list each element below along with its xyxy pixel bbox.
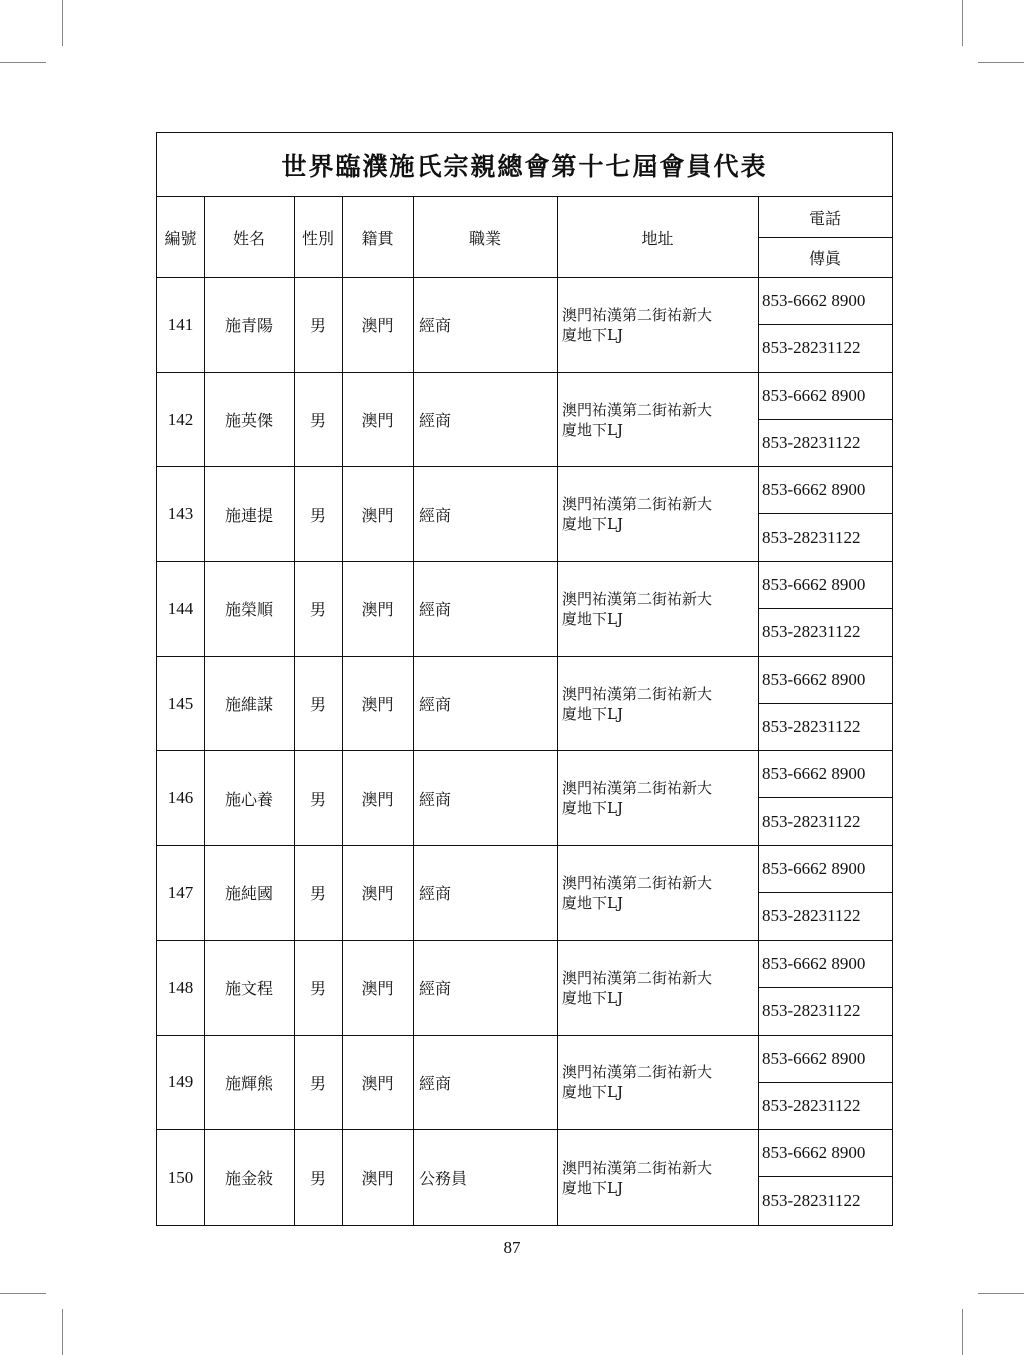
address-line-1: 澳門祐漢第二街祐新大 — [562, 589, 713, 608]
table-row — [157, 562, 892, 657]
cell-address — [558, 941, 758, 1035]
cell-number: 144 — [167, 598, 194, 618]
cell-address — [558, 1130, 758, 1225]
table-row — [157, 467, 892, 562]
cell-address — [558, 373, 758, 467]
cell-fax: 853-28231122 — [762, 717, 861, 737]
cell-occupation: 經商 — [419, 789, 452, 809]
cell-origin: 澳門 — [361, 316, 394, 336]
table-row — [157, 657, 892, 752]
table-row — [157, 751, 892, 846]
cell-address — [558, 751, 758, 845]
address-line-1: 澳門祐漢第二街祐新大 — [562, 1063, 713, 1082]
cell-phone: 853-6662 8900 — [762, 575, 866, 595]
table-title: 世界臨濮施氏宗親總會第十七屆會員代表 — [157, 133, 892, 197]
cell-name: 施連提 — [224, 505, 273, 525]
table-row — [157, 278, 892, 373]
crop-mark — [962, 1309, 963, 1355]
cell-fax: 853-28231122 — [762, 1191, 861, 1211]
table-row — [157, 373, 892, 468]
cell-address — [558, 657, 758, 751]
header-number: 編號 — [164, 228, 197, 248]
cell-occupation: 經商 — [419, 600, 452, 620]
address-line-2: 廈地下LJ — [562, 1178, 623, 1197]
cell-origin: 澳門 — [361, 789, 394, 809]
cell-name: 施金敍 — [224, 1169, 273, 1189]
cell-origin: 澳門 — [361, 979, 394, 999]
header-fax: 傳眞 — [808, 248, 841, 268]
cell-number: 149 — [167, 1072, 194, 1092]
table-row — [157, 941, 892, 1036]
cell-origin: 澳門 — [361, 884, 394, 904]
address-line-1: 澳門祐漢第二街祐新大 — [562, 968, 713, 987]
cell-address — [558, 562, 758, 656]
cell-name: 施輝熊 — [224, 1073, 273, 1093]
cell-gender: 男 — [309, 884, 326, 904]
cell-fax: 853-28231122 — [762, 1001, 861, 1021]
cell-address — [558, 1036, 758, 1130]
address-line-2: 廈地下LJ — [562, 893, 623, 912]
cell-number: 142 — [167, 409, 194, 429]
cell-origin: 澳門 — [361, 505, 394, 525]
cell-occupation: 經商 — [419, 884, 452, 904]
address-line-2: 廈地下LJ — [562, 799, 623, 818]
cell-phone: 853-6662 8900 — [762, 953, 866, 973]
cell-name: 施英傑 — [224, 411, 273, 431]
cell-name: 施心養 — [224, 789, 273, 809]
cell-fax: 853-28231122 — [762, 811, 861, 831]
cell-origin: 澳門 — [361, 695, 394, 715]
cell-address — [558, 846, 758, 940]
table-header — [157, 197, 892, 278]
cell-number: 150 — [167, 1167, 194, 1187]
table-row — [157, 1036, 892, 1131]
cell-origin: 澳門 — [361, 1169, 394, 1189]
cell-fax: 853-28231122 — [762, 433, 861, 453]
cell-occupation: 經商 — [419, 695, 452, 715]
header-origin: 籍貫 — [361, 228, 394, 248]
cell-fax: 853-28231122 — [762, 906, 861, 926]
address-line-1: 澳門祐漢第二街祐新大 — [562, 400, 713, 419]
address-line-2: 廈地下LJ — [562, 1083, 623, 1102]
crop-mark — [0, 62, 46, 63]
address-line-1: 澳門祐漢第二街祐新大 — [562, 495, 713, 514]
cell-fax: 853-28231122 — [762, 527, 861, 547]
cell-gender: 男 — [309, 1073, 326, 1093]
table-row — [157, 1130, 892, 1225]
address-line-1: 澳門祐漢第二街祐新大 — [562, 779, 713, 798]
cell-phone: 853-6662 8900 — [762, 764, 866, 784]
table-body — [157, 278, 892, 1225]
cell-occupation: 公務員 — [419, 1169, 468, 1189]
cell-address — [558, 467, 758, 561]
cell-origin: 澳門 — [361, 600, 394, 620]
crop-mark — [0, 1293, 46, 1294]
cell-occupation: 經商 — [419, 505, 452, 525]
header-gender: 性別 — [301, 228, 334, 248]
cell-phone: 853-6662 8900 — [762, 1048, 866, 1068]
address-line-2: 廈地下LJ — [562, 325, 623, 344]
cell-phone: 853-6662 8900 — [762, 669, 866, 689]
member-table — [156, 132, 893, 1226]
crop-mark — [978, 62, 1024, 63]
cell-occupation: 經商 — [419, 316, 452, 336]
address-line-2: 廈地下LJ — [562, 609, 623, 628]
crop-mark — [978, 1293, 1024, 1294]
cell-number: 147 — [167, 882, 194, 902]
cell-number: 145 — [167, 693, 194, 713]
cell-phone: 853-6662 8900 — [762, 385, 866, 405]
cell-address — [558, 278, 758, 372]
cell-occupation: 經商 — [419, 1073, 452, 1093]
cell-fax: 853-28231122 — [762, 622, 861, 642]
cell-gender: 男 — [309, 1169, 326, 1189]
cell-fax: 853-28231122 — [762, 1095, 861, 1115]
page-number: 87 — [503, 1238, 521, 1257]
cell-name: 施純國 — [224, 884, 273, 904]
cell-occupation: 經商 — [419, 411, 452, 431]
cell-phone: 853-6662 8900 — [762, 1143, 866, 1163]
cell-phone: 853-6662 8900 — [762, 291, 866, 310]
cell-fax: 853-28231122 — [762, 338, 861, 358]
cell-name: 施文程 — [224, 979, 273, 999]
cell-gender: 男 — [309, 979, 326, 999]
cell-gender: 男 — [309, 316, 326, 336]
address-line-1: 澳門祐漢第二街祐新大 — [562, 1158, 713, 1177]
crop-mark — [62, 0, 63, 46]
crop-mark — [962, 0, 963, 46]
cell-occupation: 經商 — [419, 979, 452, 999]
cell-phone: 853-6662 8900 — [762, 480, 866, 500]
crop-mark — [62, 1309, 63, 1355]
cell-gender: 男 — [309, 600, 326, 620]
address-line-1: 澳門祐漢第二街祐新大 — [562, 873, 713, 892]
cell-gender: 男 — [309, 695, 326, 715]
header-address: 地址 — [641, 228, 674, 248]
cell-name: 施榮順 — [224, 600, 273, 620]
cell-name: 施青陽 — [224, 316, 273, 336]
cell-phone: 853-6662 8900 — [762, 859, 866, 879]
address-line-2: 廈地下LJ — [562, 988, 623, 1007]
address-line-2: 廈地下LJ — [562, 420, 623, 439]
header-phone: 電話 — [808, 208, 841, 228]
address-line-2: 廈地下LJ — [562, 515, 623, 534]
cell-origin: 澳門 — [361, 411, 394, 431]
cell-gender: 男 — [309, 505, 326, 525]
cell-gender: 男 — [309, 411, 326, 431]
cell-gender: 男 — [309, 789, 326, 809]
cell-number: 143 — [167, 504, 194, 524]
header-occupation: 職業 — [468, 228, 501, 248]
cell-number: 146 — [167, 788, 194, 808]
table-row — [157, 846, 892, 941]
cell-number: 148 — [167, 977, 194, 997]
header-name: 姓名 — [232, 228, 265, 248]
address-line-1: 澳門祐漢第二街祐新大 — [562, 684, 713, 703]
cell-number: 141 — [167, 314, 194, 334]
address-line-2: 廈地下LJ — [562, 704, 623, 723]
cell-name: 施維謀 — [224, 695, 273, 715]
cell-origin: 澳門 — [361, 1073, 394, 1093]
address-line-1: 澳門祐漢第二街祐新大 — [562, 305, 713, 324]
